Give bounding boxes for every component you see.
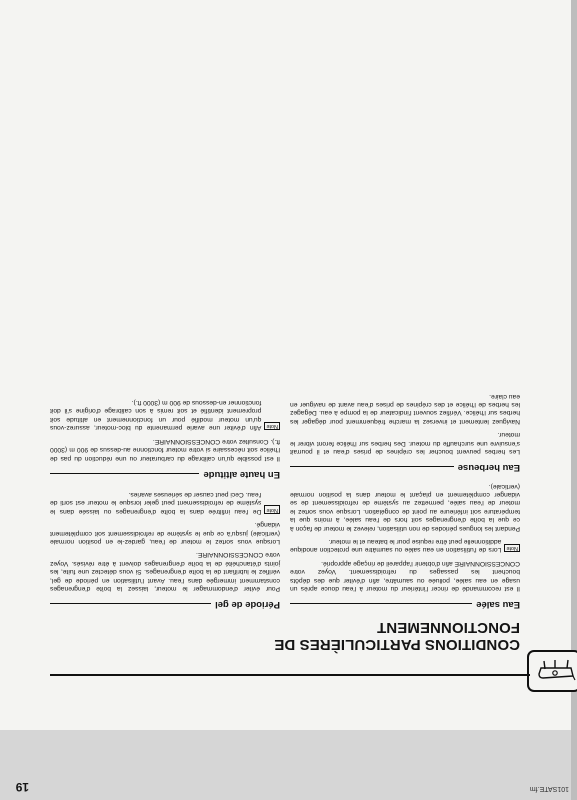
title-rule [50,674,530,676]
section-title-eau-salee: Eau salée [472,599,520,610]
section-eau-salee-header [290,596,520,610]
outboard-motor-drawing [533,656,577,690]
right-column [50,393,280,614]
left-column [290,386,520,614]
outboard-motor-icon [527,650,577,692]
note-label: Note [506,545,518,552]
file-label: 101SATE.fm [529,785,569,792]
section-periode-gel-header [50,596,280,610]
haute-altitude-note [50,398,280,432]
section-eau-herbeuse-header [290,459,520,473]
eau-salee-paragraph-2: Pendant les longues périodes de non utilisation, relevez le moteur de façon à ce que la boîte d'engrenages soit hors de l'eau salée, à moins que la température soit inférieure au point de congélation. Lorsque vous sortez le moteur de l'eau salée, permettez au système de refroidissement de se vidanger complètement en plaçant le moteur dans la position normale (verticale). [290,482,520,532]
eau-salee-note [290,537,520,554]
section-haute-altitude-header [50,466,280,480]
page-title-line-2: FONCTIONNEMENT [376,619,520,636]
page-number: 19 [15,780,29,794]
section-title-eau-herbeuse: Eau herbeuse [454,462,520,473]
section-title-periode-gel: Période de gel [211,599,280,610]
periode-gel-paragraph-2: Lorsque vous sortez le moteur de l'eau, gardez-le en position normale (verticale) jusqu'à ce que le système de refroidissement soit complètement vidangé. [50,521,280,545]
eau-herbeuse-paragraph-1: Les herbes peuvent boucher les crépines de prises d'eau et il pourrait s'ensuivre une surchauffe du moteur. Des herbes sur l'hélice feront vibrer le moteur. [290,431,520,456]
haute-altitude-paragraph-1: Il est possible qu'un calibrage du carburateur ou une réduction du pas de l'hélice soit nécessaire si votre moteur fonctionne au-dessus de 900 m (3000 ft.). Consultez votre CONCESSIONNAIRE. [50,437,280,462]
haute-altitude-note-text: Afin d'éviter une avarie permanente du bloc-moteur, assurez-vous qu'un moteur modifié pour un fonctionnement en altitude soit proprement identifié et soit remis à son calibrage d'origine s'il doit fonctionner en-dessous de 900 m (3000 ft.). [50,399,262,432]
periode-gel-note [50,490,280,515]
section-title-haute-altitude: En haute altitude [199,469,280,480]
note-label: Note [266,506,278,513]
eau-salee-note-text: Lors de l'utilisation en eau salée ou saumâtre une protection anodique additionnelle peut être requise pour le bateau et le moteur. [290,537,502,554]
periode-gel-note-text: De l'eau infiltrée dans la boîte d'engrenages ou laissée dans le système de refroidissement peut geler lorsque le moteur est sorti de l'eau. Ceci peut causer de sérieuses avaries. [50,490,262,515]
page-title-line-1: CONDITIONS PARTICULIÈRES DE [274,636,520,653]
eau-herbeuse-paragraph-2: Naviguez lentement et inversez la marche fréquemment pour dégager les herbes sur l'hélice. Vérifiez souvent l'indicateur de la pompe à eau. Dégagez les herbes de l'hélice et des crépines de prises d'eau avant de naviguer en eau claire. [290,392,520,425]
note-label: Note [266,423,278,430]
periode-gel-paragraph-1: Pour éviter d'endommager le moteur, laissez la boîte d'engrenages constamment immergée dans l'eau. Avant l'utilisation en période de gel, vérifiez le lubrifiant de la boîte d'engrenages. Si vous détectez une fuite, les joints d'étanchéité de la boîte d'engrenages doivent à être révisés. Voyez votre CONCESSIONNAIRE. [50,551,280,592]
page-title [274,619,520,653]
eau-salee-paragraph-1: Il est recommandé de rincer l'intérieur du moteur à l'eau douce après un usage en eau salée, polluée ou saumâtre, afin d'éviter que des dépôts bouchent les passages du refroidissement. Voyez votre CONCESSIONNAIRE afin d'obtenir l'appareil de rinçage approprié. [290,559,520,592]
